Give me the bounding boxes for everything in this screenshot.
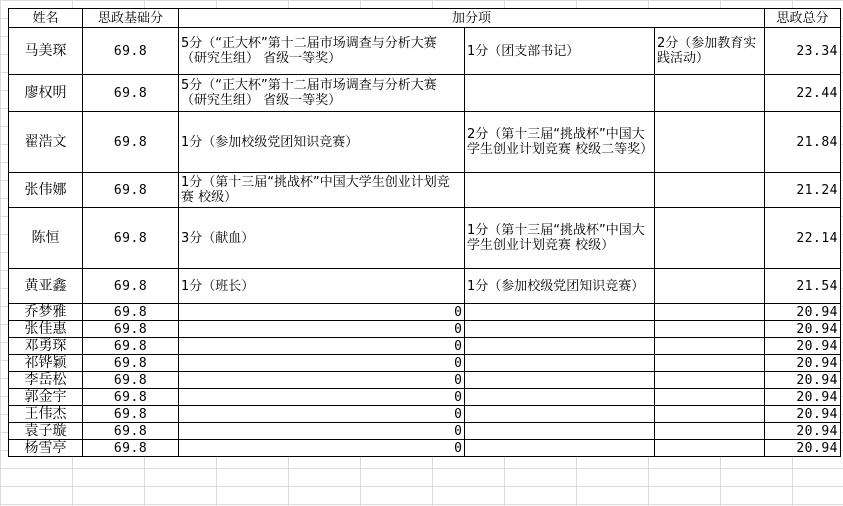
cell-bonus-2[interactable] — [465, 389, 655, 406]
cell-bonus-1[interactable]: 0 — [179, 389, 465, 406]
cell-base[interactable]: 69.8 — [83, 321, 179, 338]
cell-bonus-1[interactable]: 1分（参加校级党团知识竞赛） — [179, 112, 465, 173]
cell-bonus-2[interactable] — [465, 372, 655, 389]
table-row — [9, 423, 841, 440]
cell-bonus-2[interactable] — [465, 423, 655, 440]
cell-bonus-1[interactable]: 5分（“正大杯”第十二届市场调查与分析大赛（研究生组） 省级一等奖） — [179, 75, 465, 112]
cell-bonus-2[interactable] — [465, 304, 655, 321]
header-bonus[interactable]: 加分项 — [179, 9, 765, 28]
cell-name[interactable]: 张佳惠 — [9, 321, 83, 338]
cell-bonus-1[interactable]: 0 — [179, 355, 465, 372]
cell-name[interactable]: 祁铧颖 — [9, 355, 83, 372]
cell-total[interactable]: 20.94 — [765, 372, 841, 389]
cell-base[interactable]: 69.8 — [83, 372, 179, 389]
cell-total[interactable]: 21.24 — [765, 173, 841, 208]
header-total[interactable]: 思政总分 — [765, 9, 841, 28]
cell-bonus-2[interactable] — [465, 321, 655, 338]
cell-name[interactable]: 翟浩文 — [9, 112, 83, 173]
cell-bonus-2[interactable] — [465, 440, 655, 457]
cell-total[interactable]: 20.94 — [765, 440, 841, 457]
cell-total[interactable]: 20.94 — [765, 355, 841, 372]
cell-base[interactable]: 69.8 — [83, 208, 179, 269]
cell-bonus-2[interactable] — [465, 75, 655, 112]
cell-bonus-3[interactable] — [655, 440, 765, 457]
table-row — [9, 75, 841, 112]
cell-bonus-2[interactable]: 1分（参加校级党团知识竞赛） — [465, 269, 655, 304]
cell-total[interactable]: 21.84 — [765, 112, 841, 173]
cell-bonus-1[interactable]: 0 — [179, 321, 465, 338]
cell-bonus-3[interactable] — [655, 372, 765, 389]
table-row — [9, 173, 841, 208]
cell-bonus-3[interactable] — [655, 173, 765, 208]
cell-bonus-1[interactable]: 0 — [179, 304, 465, 321]
cell-base[interactable]: 69.8 — [83, 423, 179, 440]
table-row — [9, 321, 841, 338]
cell-base[interactable]: 69.8 — [83, 338, 179, 355]
table-row — [9, 304, 841, 321]
cell-bonus-2[interactable] — [465, 355, 655, 372]
cell-bonus-3[interactable] — [655, 321, 765, 338]
cell-bonus-2[interactable] — [465, 406, 655, 423]
cell-name[interactable]: 廖权明 — [9, 75, 83, 112]
table-body — [9, 9, 841, 457]
cell-name[interactable]: 张伟娜 — [9, 173, 83, 208]
cell-base[interactable]: 69.8 — [83, 269, 179, 304]
cell-bonus-2[interactable]: 1分（第十三届“挑战杯”中国大学生创业计划竞赛 校级） — [465, 208, 655, 269]
cell-name[interactable]: 邓勇琛 — [9, 338, 83, 355]
cell-bonus-1[interactable]: 0 — [179, 440, 465, 457]
table-row — [9, 355, 841, 372]
cell-bonus-2[interactable]: 2分（第十三届“挑战杯”中国大学生创业计划竞赛 校级二等奖） — [465, 112, 655, 173]
cell-base[interactable]: 69.8 — [83, 75, 179, 112]
cell-name[interactable]: 马美琛 — [9, 28, 83, 75]
cell-name[interactable]: 李岳松 — [9, 372, 83, 389]
cell-name[interactable]: 袁子璇 — [9, 423, 83, 440]
table-row — [9, 440, 841, 457]
table-row — [9, 208, 841, 269]
cell-bonus-1[interactable]: 0 — [179, 406, 465, 423]
cell-base[interactable]: 69.8 — [83, 355, 179, 372]
cell-bonus-3[interactable] — [655, 304, 765, 321]
cell-base[interactable]: 69.8 — [83, 389, 179, 406]
table-row — [9, 406, 841, 423]
cell-name[interactable]: 陈恒 — [9, 208, 83, 269]
table-row — [9, 389, 841, 406]
cell-total[interactable]: 22.14 — [765, 208, 841, 269]
cell-bonus-1[interactable]: 5分（“正大杯”第十二届市场调查与分析大赛（研究生组） 省级一等奖） — [179, 28, 465, 75]
cell-bonus-1[interactable]: 0 — [179, 372, 465, 389]
cell-bonus-3[interactable] — [655, 423, 765, 440]
cell-bonus-2[interactable]: 1分（团支部书记） — [465, 28, 655, 75]
cell-base[interactable]: 69.8 — [83, 112, 179, 173]
cell-bonus-1[interactable]: 0 — [179, 338, 465, 355]
cell-name[interactable]: 杨雪亭 — [9, 440, 83, 457]
cell-bonus-3[interactable] — [655, 355, 765, 372]
cell-total[interactable]: 20.94 — [765, 406, 841, 423]
table-row — [9, 372, 841, 389]
cell-bonus-1[interactable]: 1分（第十三届“挑战杯”中国大学生创业计划竞赛 校级） — [179, 173, 465, 208]
cell-total[interactable]: 23.34 — [765, 28, 841, 75]
header-row — [9, 9, 841, 28]
score-table — [8, 8, 841, 457]
cell-base[interactable]: 69.8 — [83, 406, 179, 423]
cell-bonus-3[interactable]: 2分（参加教育实践活动） — [655, 28, 765, 75]
cell-base[interactable]: 69.8 — [83, 440, 179, 457]
cell-bonus-3[interactable] — [655, 269, 765, 304]
cell-bonus-3[interactable] — [655, 208, 765, 269]
cell-bonus-3[interactable] — [655, 112, 765, 173]
cell-base[interactable]: 69.8 — [83, 28, 179, 75]
table-row — [9, 269, 841, 304]
header-name[interactable]: 姓名 — [9, 9, 83, 28]
cell-bonus-2[interactable] — [465, 338, 655, 355]
cell-bonus-3[interactable] — [655, 389, 765, 406]
cell-total[interactable]: 20.94 — [765, 321, 841, 338]
cell-bonus-1[interactable]: 1分（班长） — [179, 269, 465, 304]
cell-bonus-2[interactable] — [465, 173, 655, 208]
cell-name[interactable]: 乔梦雅 — [9, 304, 83, 321]
cell-bonus-1[interactable]: 3分（献血） — [179, 208, 465, 269]
header-base[interactable]: 思政基础分 — [83, 9, 179, 28]
cell-bonus-3[interactable] — [655, 75, 765, 112]
cell-total[interactable]: 20.94 — [765, 338, 841, 355]
cell-total[interactable]: 22.44 — [765, 75, 841, 112]
cell-total[interactable]: 20.94 — [765, 389, 841, 406]
cell-base[interactable]: 69.8 — [83, 173, 179, 208]
cell-bonus-1[interactable]: 0 — [179, 423, 465, 440]
cell-name[interactable]: 黄亚鑫 — [9, 269, 83, 304]
cell-total[interactable]: 20.94 — [765, 304, 841, 321]
cell-name[interactable]: 王伟杰 — [9, 406, 83, 423]
table-row — [9, 28, 841, 75]
cell-bonus-3[interactable] — [655, 338, 765, 355]
cell-bonus-3[interactable] — [655, 406, 765, 423]
cell-base[interactable]: 69.8 — [83, 304, 179, 321]
cell-total[interactable]: 21.54 — [765, 269, 841, 304]
table-row — [9, 338, 841, 355]
cell-total[interactable]: 20.94 — [765, 423, 841, 440]
cell-name[interactable]: 郭金宇 — [9, 389, 83, 406]
table-row — [9, 112, 841, 173]
